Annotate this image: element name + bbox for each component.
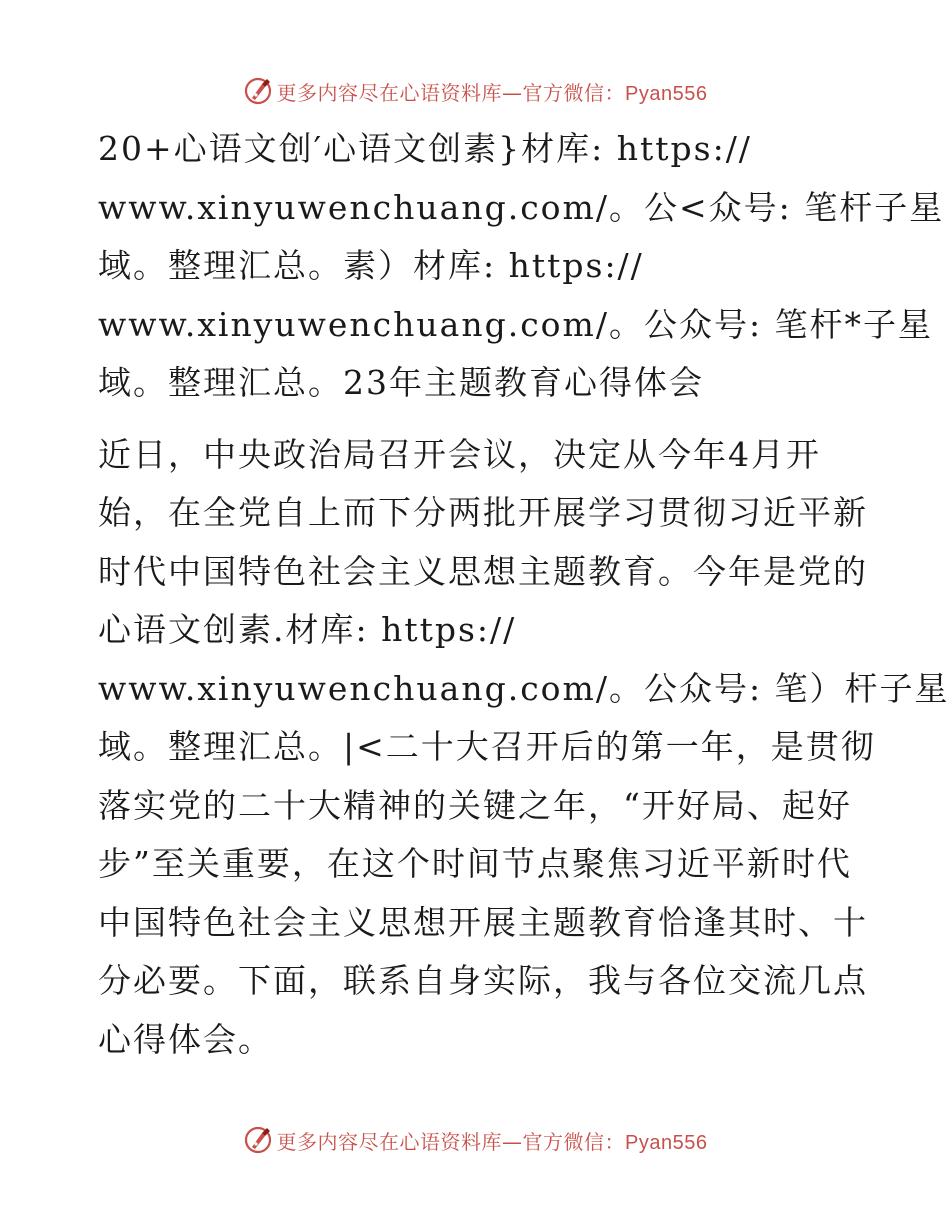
text-line: 域。整理汇总。23年主题教育心得体会 xyxy=(98,363,704,402)
text-line: 域。整理汇总。|<二十大召开后的第一年，是贯彻 xyxy=(98,727,876,766)
header-banner-text: 更多内容尽在心语资料库—官方微信：Pyan556 xyxy=(276,80,708,105)
text-line: 近日，中央政治局召开会议，决定从今年4月开 xyxy=(98,434,821,474)
pen-nib-circle-icon xyxy=(243,1125,273,1155)
text-line: www.xinyuwenchuang.com/。公<众号: 笔杆子星 xyxy=(98,187,945,227)
header-banner xyxy=(0,71,950,111)
paragraph-2 xyxy=(98,426,950,1070)
footer-wechat-id: Pyan556 xyxy=(625,1131,708,1154)
paragraph-1 xyxy=(98,120,945,413)
text-line: 步”至关重要，在这个时间节点聚焦习近平新时代 xyxy=(98,844,852,883)
text-line: 时代中国特色社会主义思想主题教育。今年是党的 xyxy=(98,551,868,591)
footer-banner-text: 更多内容尽在心语资料库—官方微信：Pyan556 xyxy=(276,1129,708,1154)
text-line: 落实党的二十大精神的关键之年，“开好局、起好 xyxy=(98,785,852,825)
text-line: 心语文创素.材库: https:// xyxy=(98,610,517,649)
footer-banner xyxy=(0,1120,950,1160)
pen-nib-circle-icon xyxy=(243,76,273,106)
text-line: 域。整理汇总。素）材库: https:// xyxy=(98,246,644,285)
header-wechat-id: Pyan556 xyxy=(625,82,708,105)
text-line: 中国特色社会主义思想开展主题教育恰逢其时、十 xyxy=(98,902,868,942)
text-line: www.xinyuwenchuang.com/。公众号: 笔杆*子星 xyxy=(98,304,934,344)
text-line: 分必要。下面，联系自身实际，我与各位交流几点 xyxy=(98,961,868,1000)
text-line: 始，在全党自上而下分两批开展学习贯彻习近平新 xyxy=(98,493,868,532)
text-line: 心得体会。 xyxy=(98,1019,273,1059)
text-line: www.xinyuwenchuang.com/。公众号: 笔）杆子星 xyxy=(98,668,950,708)
text-line: 20+心语文创′心语文创素}材库: https:// xyxy=(98,129,752,168)
document-body xyxy=(98,120,950,1069)
